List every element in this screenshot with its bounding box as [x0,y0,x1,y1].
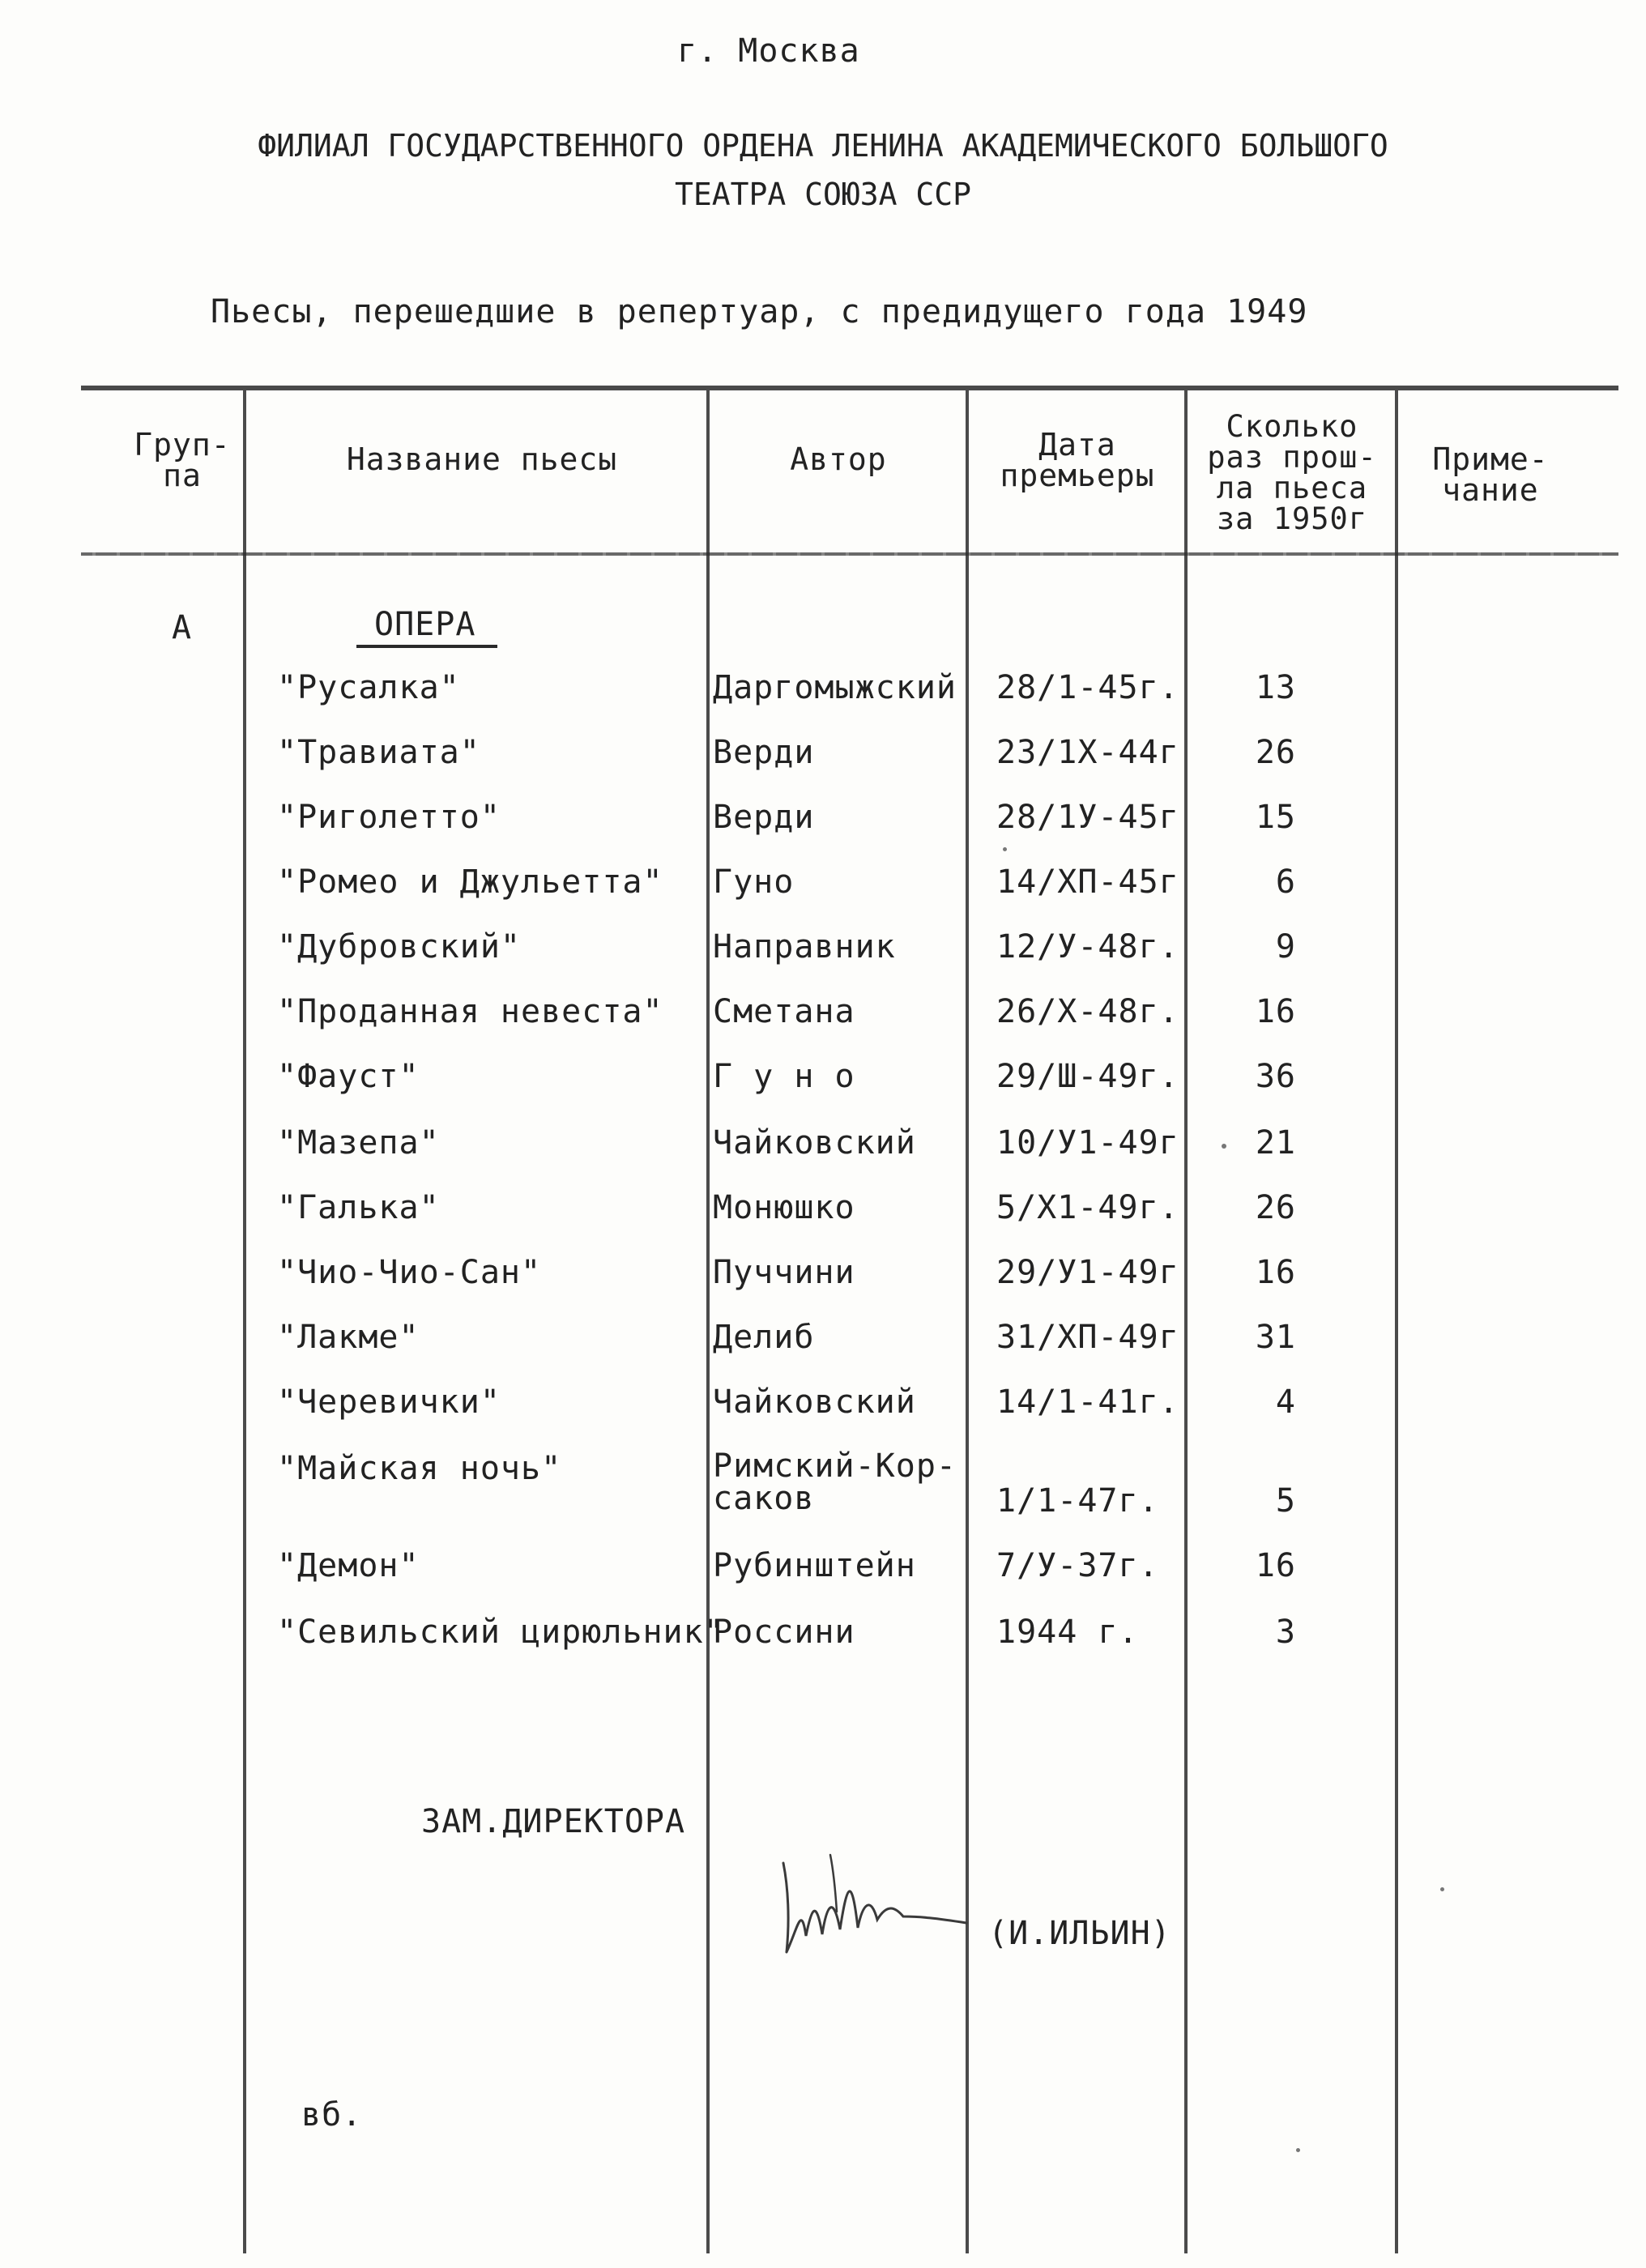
row-title: "Мазепа" [277,1124,440,1162]
row-title: "Лакме" [277,1319,420,1356]
row-author: Верди [713,734,815,771]
handwritten-signature [774,1839,984,1968]
row-author: Направник [713,928,896,966]
organization-line-2: ТЕАТРА СОЮЗА ССР [674,177,972,212]
column-divider-5 [1395,390,1398,2253]
row-title: "Русалка" [277,669,460,706]
table-top-rule [81,386,1618,390]
city-heading: г. Москва [677,32,860,70]
paper-speck [1003,847,1007,851]
row-premiere-date: 28/1-45г. [996,669,1179,706]
row-title: "Демон" [277,1547,420,1584]
row-premiere-date: 29/У1-49г [996,1254,1179,1291]
row-premiere-date: 28/1У-45г [996,799,1179,836]
column-divider-3 [966,390,969,2253]
column-header-note: Приме- чание [1432,441,1549,508]
row-performance-count: 16 [1255,1254,1296,1291]
row-author: Чайковский [713,1124,916,1162]
row-performance-count: 5 [1275,1482,1296,1520]
table-header-rule [81,552,1618,556]
signatory-position: ЗАМ.ДИРЕКТОРА [421,1803,686,1840]
row-author: Монюшко [713,1189,855,1226]
row-title: "Ромео и Джульетта" [277,863,663,901]
row-premiere-date: 5/Х1-49г. [996,1189,1179,1226]
row-performance-count: 6 [1275,863,1296,901]
row-premiere-date: 12/У-48г. [996,928,1179,966]
row-author: Даргомыжский [713,669,957,706]
row-title: "Дубровский" [277,928,521,966]
paper-speck [1440,1887,1444,1891]
document-subtitle: Пьесы, перешедшие в репертуар, с предидущего года 1949 [211,293,1308,330]
row-performance-count: 16 [1255,1547,1296,1584]
row-author: Пуччини [713,1254,855,1291]
row-title: "Чио-Чио-Сан" [277,1254,542,1291]
column-header-count: Сколько раз прош- ла пьеса за 1950г [1207,409,1377,536]
row-performance-count: 36 [1255,1058,1296,1095]
row-performance-count: 26 [1255,1189,1296,1226]
row-performance-count: 16 [1255,993,1296,1030]
column-header-title: Название пьесы [346,441,618,477]
row-title: "Травиата" [277,734,480,771]
row-author: Гуно [713,863,795,901]
row-title: "Галька" [277,1189,440,1226]
column-header-group: Груп- па [134,427,231,493]
row-author: Россини [713,1614,855,1651]
section-underline [356,645,497,648]
column-divider-1 [243,390,246,2253]
paper-speck [1222,1144,1226,1149]
row-premiere-date: 14/1-41г. [996,1383,1179,1421]
row-premiere-date: 23/1Х-44г [996,734,1179,771]
row-performance-count: 31 [1255,1319,1296,1356]
row-title: "Проданная невеста" [277,993,663,1030]
row-author: Римский-Кор- саков [713,1447,957,1517]
row-title: "Майская ночь" [277,1450,562,1487]
row-premiere-date: 26/Х-48г. [996,993,1179,1030]
row-premiere-date: 29/Ш-49г. [996,1058,1179,1095]
row-title: "Черевички" [277,1383,501,1421]
row-performance-count: 9 [1275,928,1296,966]
row-title: "Фауст" [277,1058,420,1095]
section-label: ОПЕРА [374,606,476,643]
paper-speck [1296,2148,1300,2152]
row-premiere-date: 1944 г. [996,1614,1139,1651]
row-author: Сметана [713,993,855,1030]
row-premiere-date: 1/1-47г. [996,1482,1159,1520]
row-performance-count: 3 [1275,1614,1296,1651]
row-performance-count: 26 [1255,734,1296,771]
row-title: "Риголетто" [277,799,501,836]
row-performance-count: 15 [1255,799,1296,836]
row-author: Рубинштейн [713,1547,916,1584]
organization-line-1: ФИЛИАЛ ГОСУДАРСТВЕННОГО ОРДЕНА ЛЕНИНА АКАДЕМИЧЕСКОГО БОЛЬШОГО [258,128,1388,164]
row-premiere-date: 31/ХП-49г [996,1319,1179,1356]
column-header-premiere: Дата премьеры [1000,427,1155,493]
column-divider-2 [706,390,710,2253]
row-author: Чайковский [713,1383,916,1421]
row-performance-count: 4 [1275,1383,1296,1421]
typist-initials: вб. [301,2096,363,2134]
signatory-name: (И.ИЛЬИН) [988,1915,1171,1952]
row-title: "Севильский цирюльник" [277,1614,724,1651]
row-author: Верди [713,799,815,836]
row-author: Г у н о [713,1058,855,1095]
row-performance-count: 13 [1255,669,1296,706]
column-header-author: Автор [790,441,887,477]
row-performance-count: 21 [1255,1124,1296,1162]
row-premiere-date: 14/ХП-45г [996,863,1179,901]
row-premiere-date: 7/У-37г. [996,1547,1159,1584]
row-premiere-date: 10/У1-49г [996,1124,1179,1162]
group-label: А [172,609,193,646]
row-author: Делиб [713,1319,815,1356]
column-divider-4 [1184,390,1188,2253]
